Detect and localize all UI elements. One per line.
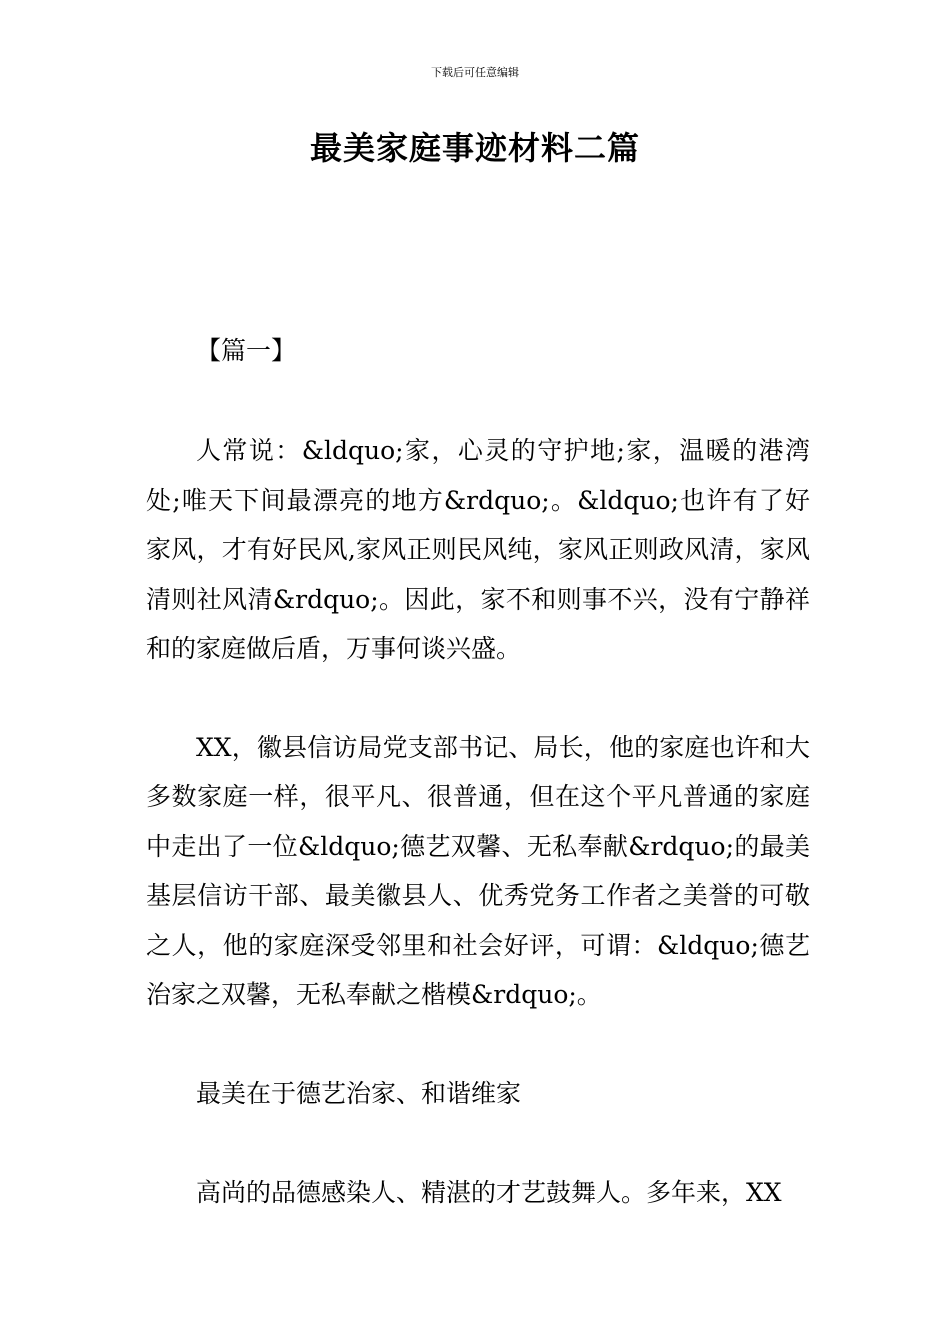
header-note: 下载后可任意编辑 [431, 66, 519, 79]
subheading: 最美在于德艺治家、和谐维家 [196, 1078, 522, 1108]
document-title: 最美家庭事迹材料二篇 [309, 129, 640, 167]
section-label: 【篇一】 [196, 336, 297, 365]
paragraph-profile: XX，徽县信访局党支部书记、局长，他的家庭也许和大多数家庭一样，很平凡、很普通，但在这个平凡普通的家庭中走出了一位&ldquo;德艺双馨、无私奉献&rdquo;的最美基层信访干部、最美徽县人、优秀党务工作者之美誉的可敬之人，他的家庭深受邻里和社会好评，可谓：&ldquo;德艺治家之双馨，无私奉献之楷模&rdquo;。 [146, 732, 810, 1009]
document-body [146, 326, 810, 1266]
paragraph-continued: 高尚的品德感染人、精湛的才艺鼓舞人。多年来，XX [196, 1177, 782, 1207]
paragraph-intro: 人常说：&ldquo;家，心灵的守护地;家，温暖的港湾处;唯天下间最漂亮的地方&rdquo;。&ldquo;也许有了好家风，才有好民风,家风正则民风纯，家风正则政风清，家风清则社风清&rdquo;。因此，家不和则事不兴，没有宁静祥和的家庭做后盾，万事何谈兴盛。 [146, 436, 810, 663]
